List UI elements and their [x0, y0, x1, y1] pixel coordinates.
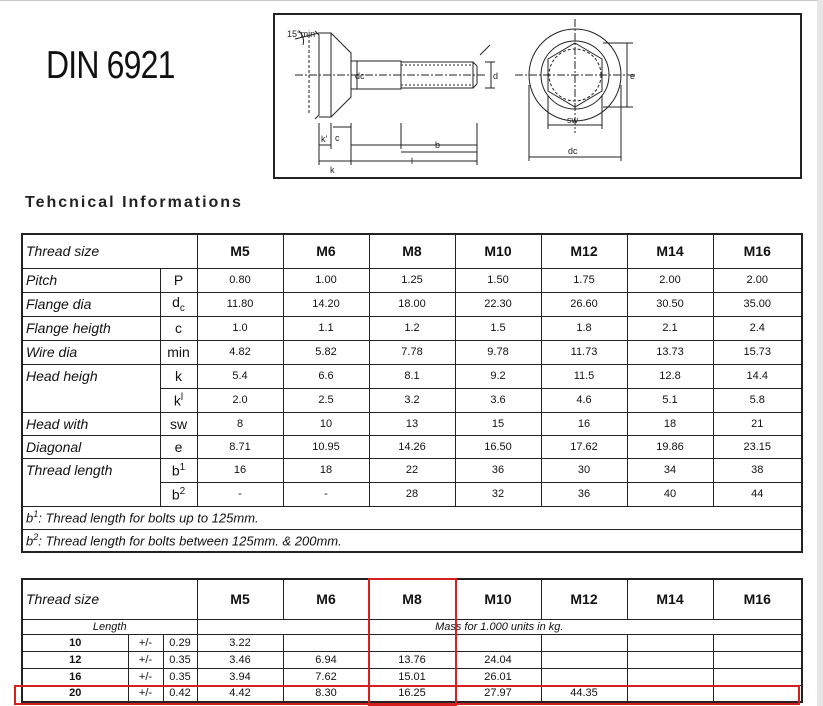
table-cell: 3.22: [197, 634, 283, 651]
length-label: Length: [22, 619, 197, 634]
table-cell: 2.1: [627, 316, 713, 340]
note-text: : Thread length for bolts between 125mm. & 200mm.: [38, 533, 342, 549]
table-row: [22, 482, 802, 506]
table-cell: 16: [197, 458, 283, 482]
standard-title: DIN 6921: [46, 44, 175, 87]
table-cell: 14.26: [369, 435, 455, 458]
row-label: Wire dia: [22, 340, 160, 364]
angle-label: 15°min: [287, 29, 316, 39]
row-symbol: [160, 458, 197, 482]
table-cell: 7.62: [283, 668, 369, 685]
table-row: [22, 651, 802, 668]
table-cell: [541, 651, 627, 668]
table-cell: [627, 685, 713, 702]
table-cell: 3.6: [455, 388, 541, 412]
table-cell: 5.4: [197, 364, 283, 388]
table-cell: 35.00: [713, 292, 802, 316]
table-cell: 22: [369, 458, 455, 482]
subheader-row: [22, 619, 802, 634]
thread-length-note: [22, 506, 802, 529]
table-cell: 23.15: [713, 435, 802, 458]
k-label: k: [330, 165, 335, 175]
e-label: e: [630, 71, 636, 81]
table-cell: 5.8: [713, 388, 802, 412]
table-cell: 26.60: [541, 292, 627, 316]
d-label: d: [493, 71, 499, 81]
top-edge-line: [0, 0, 823, 1]
technical-specs-table: [21, 233, 803, 553]
size-header: M16: [713, 579, 802, 619]
table-cell: 8: [197, 412, 283, 435]
row-label: Head with: [22, 412, 160, 435]
size-header: M8: [369, 579, 455, 619]
table-cell: 8.71: [197, 435, 283, 458]
table-row: [22, 685, 802, 702]
note-symbol: b: [26, 533, 34, 549]
table-cell: 18: [627, 412, 713, 435]
size-header: M6: [283, 234, 369, 268]
table-row: [22, 412, 802, 435]
table-cell: 1.25: [369, 268, 455, 292]
table-cell: [713, 634, 802, 651]
table-cell: 44: [713, 482, 802, 506]
note-superscript: 2: [33, 532, 39, 543]
size-header: M14: [627, 579, 713, 619]
table-cell: [627, 651, 713, 668]
size-header: M5: [197, 579, 283, 619]
table-cell: 30: [541, 458, 627, 482]
table-cell: 15: [455, 412, 541, 435]
symbol-main: b: [171, 462, 180, 479]
table-cell: 13.76: [369, 651, 455, 668]
length-cell: 20: [22, 685, 128, 702]
note-text: : Thread length for bolts up to 125mm.: [38, 510, 259, 526]
table-cell: 15.01: [369, 668, 455, 685]
table-cell: 15.73: [713, 340, 802, 364]
note-row: [22, 529, 802, 552]
table-cell: 18.00: [369, 292, 455, 316]
table-cell: 1.00: [283, 268, 369, 292]
table-cell: 1.2: [369, 316, 455, 340]
mass-table: [21, 578, 803, 703]
table-row: [22, 458, 802, 482]
table-cell: 11.5: [541, 364, 627, 388]
size-header: M8: [369, 234, 455, 268]
table-cell: 2.00: [627, 268, 713, 292]
row-symbol: e: [160, 435, 197, 458]
note-row: [22, 506, 802, 529]
table-cell: 44.35: [541, 685, 627, 702]
table-cell: 2.5: [283, 388, 369, 412]
row-symbol: sw: [160, 412, 197, 435]
bolt-drawing-svg: [275, 15, 800, 177]
table-cell: 1.5: [455, 316, 541, 340]
tolerance-cell: 0.35: [163, 668, 197, 685]
row-symbol: [160, 292, 197, 316]
table-cell: 13.73: [627, 340, 713, 364]
table-cell: 11.73: [541, 340, 627, 364]
table-cell: 27.97: [455, 685, 541, 702]
k1-label: k′: [321, 134, 328, 144]
symbol-main: k: [173, 392, 181, 409]
row-symbol: [160, 482, 197, 506]
table-cell: 30.50: [627, 292, 713, 316]
table-cell: [369, 634, 455, 651]
table-cell: 8.30: [283, 685, 369, 702]
table-cell: 16.50: [455, 435, 541, 458]
table-row: [22, 388, 802, 412]
row-label: Thread length: [22, 458, 160, 482]
table-cell: 5.1: [627, 388, 713, 412]
table-cell: [713, 668, 802, 685]
table-cell: -: [283, 482, 369, 506]
row-label: Flange dia: [22, 292, 160, 316]
symbol-main: b: [171, 486, 180, 503]
table-cell: -: [197, 482, 283, 506]
size-header: M16: [713, 234, 802, 268]
b-label: b: [435, 140, 441, 150]
row-label: Diagonal: [22, 435, 160, 458]
table-cell: 6.6: [283, 364, 369, 388]
plus-minus-cell: +/-: [128, 668, 163, 685]
table-cell: 10: [283, 412, 369, 435]
table-cell: [283, 634, 369, 651]
header-row: [22, 234, 802, 268]
thread-length-note: [22, 529, 802, 552]
symbol-subscript: c: [179, 302, 185, 314]
table-cell: [455, 634, 541, 651]
table-cell: 26.01: [455, 668, 541, 685]
table-cell: 34: [627, 458, 713, 482]
table-cell: 1.8: [541, 316, 627, 340]
table-cell: 38: [713, 458, 802, 482]
table-cell: [627, 668, 713, 685]
table-cell: [541, 634, 627, 651]
table-cell: 3.46: [197, 651, 283, 668]
plus-minus-cell: +/-: [128, 685, 163, 702]
row-symbol: P: [160, 268, 197, 292]
table-cell: 10.95: [283, 435, 369, 458]
table-cell: 6.94: [283, 651, 369, 668]
table-cell: 3.2: [369, 388, 455, 412]
tolerance-cell: 0.35: [163, 651, 197, 668]
table-cell: 1.1: [283, 316, 369, 340]
table-cell: 28: [369, 482, 455, 506]
table-cell: 1.0: [197, 316, 283, 340]
technical-drawing: [273, 13, 802, 179]
table-row: [22, 292, 802, 316]
row-label: [22, 482, 160, 506]
table-cell: 21: [713, 412, 802, 435]
length-cell: 12: [22, 651, 128, 668]
table-row: [22, 634, 802, 651]
size-header: M6: [283, 579, 369, 619]
c-label: c: [335, 133, 340, 143]
row-label: Flange heigth: [22, 316, 160, 340]
table-cell: 24.04: [455, 651, 541, 668]
table-cell: 13: [369, 412, 455, 435]
row-symbol: min: [160, 340, 197, 364]
length-cell: 10: [22, 634, 128, 651]
row-symbol: c: [160, 316, 197, 340]
tolerance-cell: 0.29: [163, 634, 197, 651]
mass-caption: Mass for 1.000 units in kg.: [197, 619, 802, 634]
table-cell: 14.4: [713, 364, 802, 388]
table-cell: 0.80: [197, 268, 283, 292]
table-cell: 9.2: [455, 364, 541, 388]
table-cell: 14.20: [283, 292, 369, 316]
section-heading: Tehcnical Informations: [25, 194, 243, 211]
table-cell: 11.80: [197, 292, 283, 316]
table-cell: 1.75: [541, 268, 627, 292]
row-symbol: [160, 388, 197, 412]
row-label: [22, 388, 160, 412]
table-cell: 7.78: [369, 340, 455, 364]
row-label: Head heigh: [22, 364, 160, 388]
length-cell: 16: [22, 668, 128, 685]
row-label: Pitch: [22, 268, 160, 292]
size-header: M12: [541, 579, 627, 619]
table-cell: 4.42: [197, 685, 283, 702]
table-cell: 3.94: [197, 668, 283, 685]
table-cell: 4.6: [541, 388, 627, 412]
table-cell: 16: [541, 412, 627, 435]
table-cell: 32: [455, 482, 541, 506]
header-row: [22, 579, 802, 619]
dc-side-label: dᴄ: [355, 71, 365, 81]
size-header: M12: [541, 234, 627, 268]
dc-bottom-label: dᴄ: [568, 146, 578, 156]
plus-minus-cell: +/-: [128, 651, 163, 668]
symbol-main: d: [172, 294, 180, 311]
table-cell: [627, 634, 713, 651]
table-cell: [713, 685, 802, 702]
table-cell: 40: [627, 482, 713, 506]
thread-size-label: Thread size: [22, 234, 197, 268]
table-cell: 9.78: [455, 340, 541, 364]
symbol-superscript: 1: [179, 461, 186, 473]
table-cell: 36: [541, 482, 627, 506]
plus-minus-cell: +/-: [128, 634, 163, 651]
table-cell: 5.82: [283, 340, 369, 364]
table-cell: 18: [283, 458, 369, 482]
table-cell: [713, 651, 802, 668]
sw-label: sw: [567, 115, 578, 125]
tolerance-cell: 0.42: [163, 685, 197, 702]
size-header: M10: [455, 579, 541, 619]
table-row: [22, 668, 802, 685]
table-cell: [541, 668, 627, 685]
table-cell: 12.8: [627, 364, 713, 388]
size-header: M10: [455, 234, 541, 268]
size-header: M5: [197, 234, 283, 268]
l-label: l: [411, 156, 413, 166]
right-scrollbar-strip: [817, 0, 823, 706]
table-row: [22, 316, 802, 340]
table-row: [22, 268, 802, 292]
table-cell: 1.50: [455, 268, 541, 292]
table-row: [22, 364, 802, 388]
row-symbol: k: [160, 364, 197, 388]
note-symbol: b: [26, 510, 34, 526]
symbol-superscript: l: [180, 391, 184, 403]
table-cell: 22.30: [455, 292, 541, 316]
table-cell: 36: [455, 458, 541, 482]
thread-size-label: Thread size: [22, 579, 197, 619]
table-cell: 4.82: [197, 340, 283, 364]
table-row: [22, 435, 802, 458]
table-row: [22, 340, 802, 364]
table-cell: 19.86: [627, 435, 713, 458]
table-cell: 17.62: [541, 435, 627, 458]
symbol-superscript: 2: [179, 485, 186, 497]
table-cell: 8.1: [369, 364, 455, 388]
size-header: M14: [627, 234, 713, 268]
table-cell: 2.00: [713, 268, 802, 292]
table-cell: 16.25: [369, 685, 455, 702]
note-superscript: 1: [33, 509, 39, 520]
table-cell: 2.0: [197, 388, 283, 412]
table-cell: 2.4: [713, 316, 802, 340]
